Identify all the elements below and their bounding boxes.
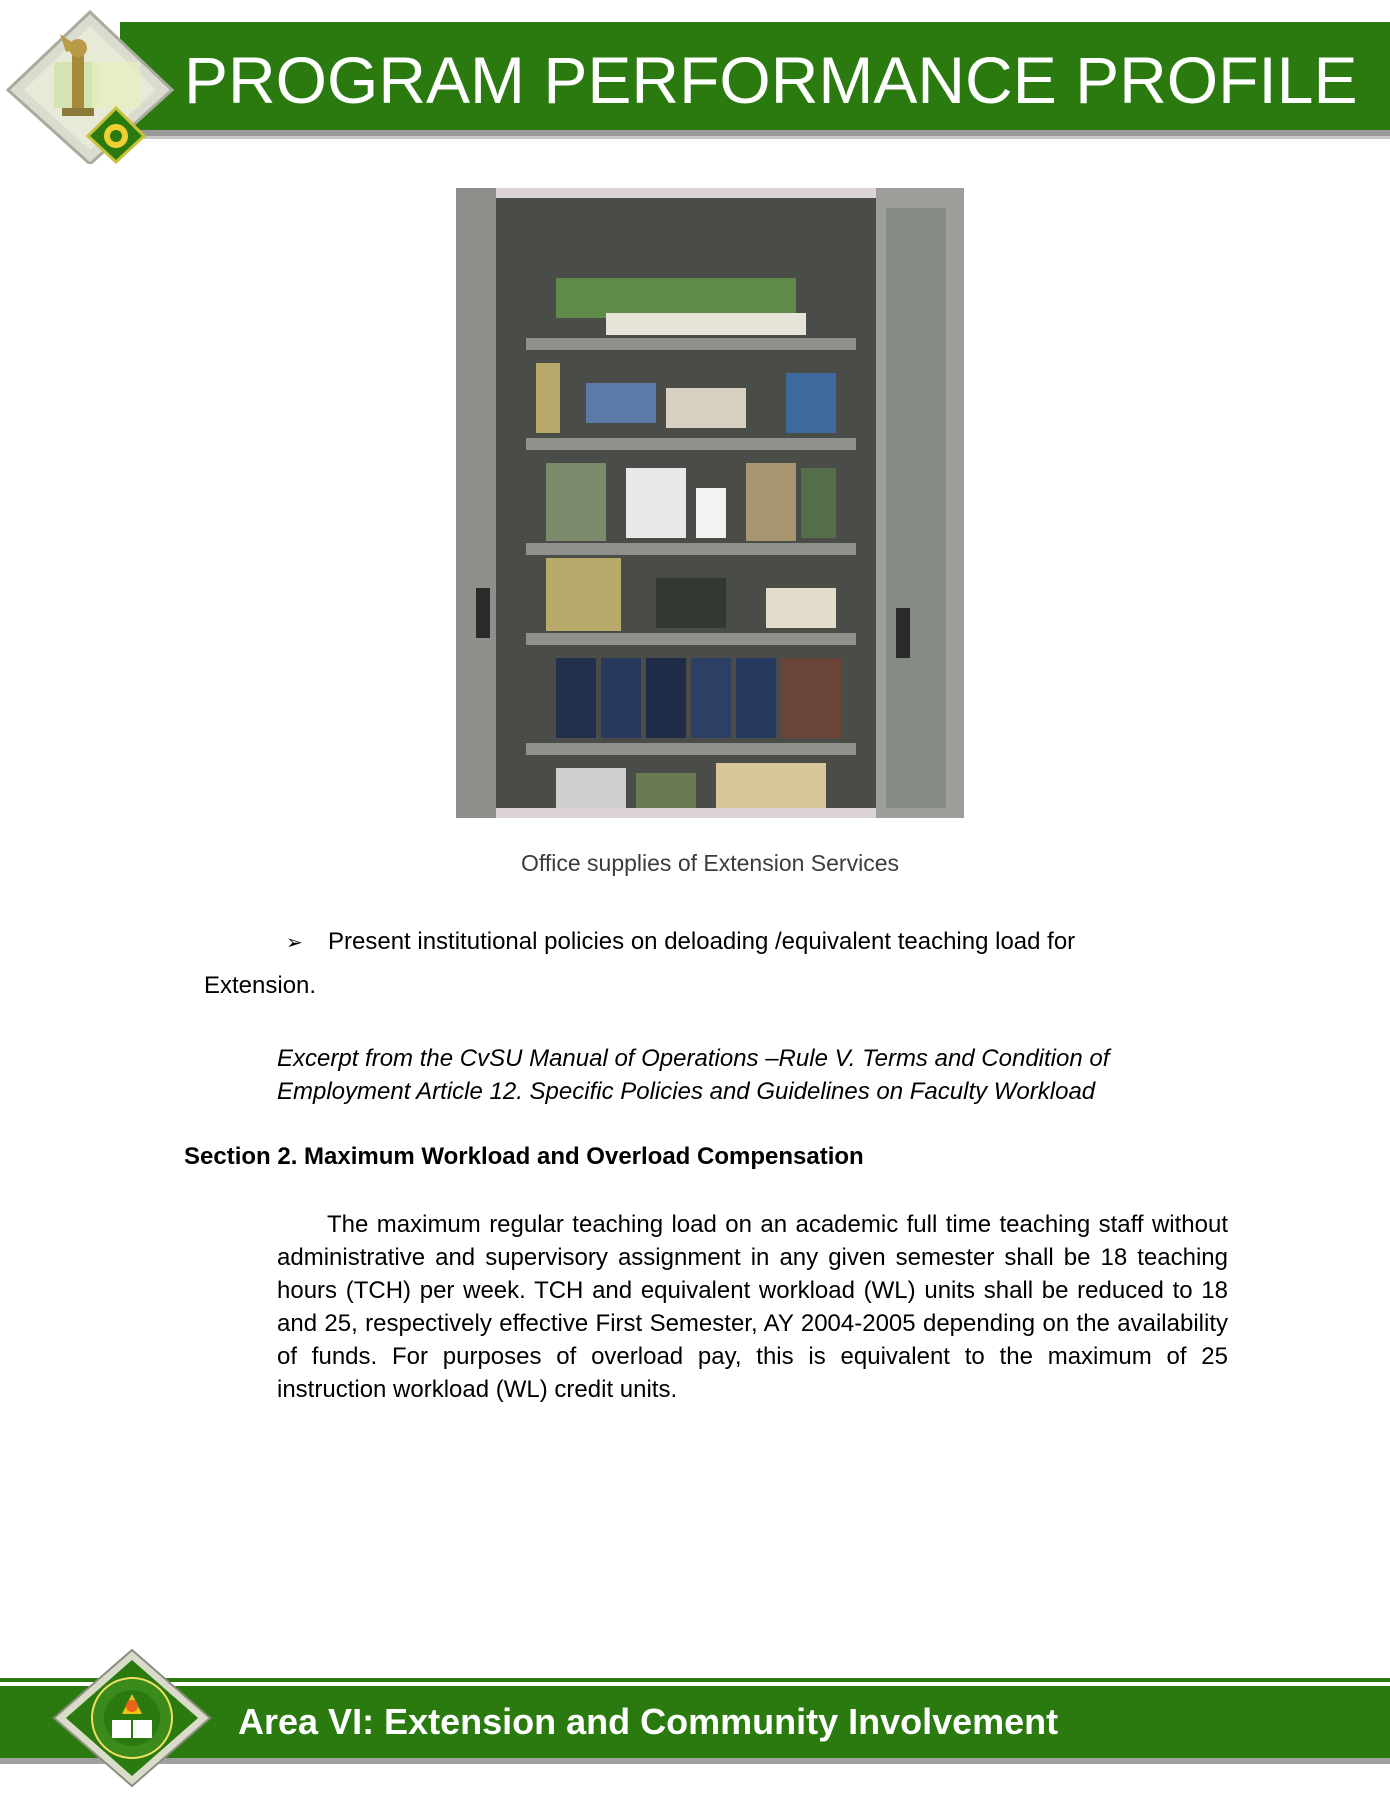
excerpt-note: Excerpt from the CvSU Manual of Operations –Rule V. Terms and Condition of Employment Article 12. Specific Policies and Guidelines on Faculty Workload xyxy=(277,1045,1110,1105)
bullet-item xyxy=(286,928,1075,956)
page-title: PROGRAM PERFORMANCE PROFILE xyxy=(184,43,1358,117)
bullet-text-continuation: Extension. xyxy=(204,972,317,999)
arrow-bullet-icon: ➢ xyxy=(286,932,303,954)
office-supplies-cabinet-photo xyxy=(456,188,964,818)
university-emblem-icon xyxy=(0,4,180,164)
photo-caption xyxy=(0,850,1390,877)
section-heading: Section 2. Maximum Workload and Overload Compensation xyxy=(184,1143,864,1170)
bullet-text: Present institutional policies on deloading /equivalent teaching load for xyxy=(328,928,1076,955)
footer-title: Area VI: Extension and Community Involvement xyxy=(238,1701,1059,1742)
section-paragraph: The maximum regular teaching load on an academic full time teaching staff without administrative and supervisory assignment in any given semester shall be 18 teaching hours (TCH) per week. TCH and equivalent workload (WL) units shall be reduced to 18 and 25, respectively effective First Semester, AY 2004-2005 depending on the availability of funds. For purposes of overload pay, this is equivalent to the maximum of 25 instruction workload (WL) credit units. xyxy=(277,1211,1228,1403)
header-stripe-light xyxy=(120,136,1390,139)
photo-caption-text: Office supplies of Extension Services xyxy=(521,850,899,876)
university-seal-icon xyxy=(50,1648,214,1788)
